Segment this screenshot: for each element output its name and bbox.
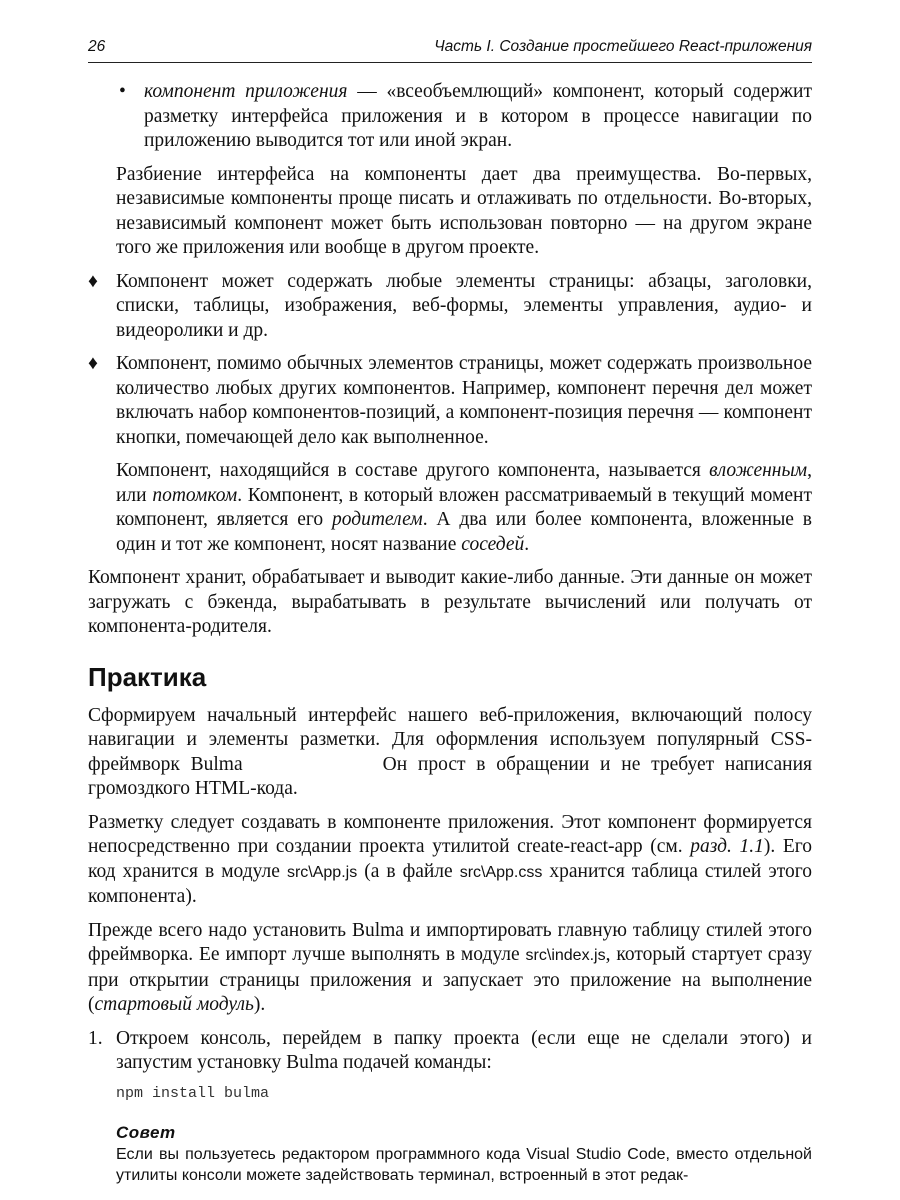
text-run: . А два или более компонента, вложенные в один и тот же компонент, носят название bbox=[116, 509, 813, 555]
paragraph bbox=[88, 811, 812, 910]
code-line: npm install bulma bbox=[116, 1084, 270, 1102]
file-name: src\index.js bbox=[525, 947, 606, 964]
paragraph-nested bbox=[88, 459, 812, 557]
diamond-marker: ♦ bbox=[88, 270, 98, 292]
text-run: Прежде всего надо установить Bulma и импортировать главную таблицу стилей этого фреймворка. Ее импорт лучше выполнять в модуле bbox=[88, 919, 812, 965]
text-run: Разметку следует создавать в компоненте приложения. Этот компонент формируется непосредственно при создании проекта утилитой create-react-app (см. bbox=[88, 811, 812, 857]
diamond-marker: ♦ bbox=[88, 353, 98, 374]
term: компонент приложения bbox=[144, 81, 348, 102]
term: потомком bbox=[152, 484, 238, 506]
term: стартовый модуль bbox=[94, 994, 254, 1015]
running-header bbox=[88, 36, 812, 63]
bullet-item bbox=[88, 80, 812, 154]
text-run: (а в файле bbox=[357, 860, 460, 882]
term: родителем bbox=[331, 509, 423, 530]
paragraph: Разбиение интерфейса на компоненты дает два преимущества. Во-первых, независимые компоненты проще писать и отлаживать по отдельности. Во-вторых, независимый компонент может быть использован повторно — на другом экране того же приложения или вообще в другом проекте. bbox=[116, 163, 812, 258]
text-run: , или bbox=[116, 460, 812, 506]
cross-reference: разд. 1.1 bbox=[690, 836, 764, 857]
definition: — «всеобъемлющий» компонент, который содержит разметку интерфейса приложения и в котором в процессе навигации по приложению выводится тот или иной экран. bbox=[144, 81, 812, 151]
diamond-text: Компонент может содержать любые элементы страницы: абзацы, заголовки, списки, таблицы, изображения, веб-формы, элементы управления, аудио- и видеоролики и др. bbox=[116, 270, 812, 341]
text-run: , который стартует сразу при открытии страницы приложения и запускает это приложение на выполнение ( bbox=[88, 944, 812, 1015]
diamond-item bbox=[88, 270, 812, 344]
paragraph: Компонент хранит, обрабатывает и выводит какие-либо данные. Эти данные он может загружать с бэкенда, вырабатывать в результате вычислений или получать от компонента-родителя. bbox=[88, 567, 812, 637]
text-run: ). bbox=[253, 994, 266, 1015]
paragraph bbox=[88, 704, 812, 802]
text-run: ). Его код хранится в модуле bbox=[88, 836, 812, 882]
text-run: Он прост в обращении и не требует написания громоздкого HTML-кода. bbox=[88, 753, 812, 799]
text-run: хранится таблица стилей этого компонента). bbox=[88, 860, 812, 907]
text-run: . Компонент, в который вложен рассматриваемый в текущий момент компонент, является его bbox=[116, 484, 812, 530]
term: соседей bbox=[461, 533, 525, 555]
step-text: Откроем консоль, перейдем в папку проекта (если еще не сделали этого) и запустим установку Bulma подачей команды: bbox=[116, 1027, 812, 1073]
numbered-step bbox=[88, 1027, 812, 1076]
term: вложенным bbox=[709, 460, 808, 481]
chapter-title: Часть I. Создание простейшего React-приложения bbox=[434, 38, 812, 55]
file-name: src\App.css bbox=[459, 863, 543, 881]
text-run: . bbox=[524, 533, 530, 555]
text-run: Компонент, находящийся в составе другого компонента, называется bbox=[116, 460, 710, 481]
paragraph bbox=[88, 919, 812, 1018]
diamond-text: Компонент, помимо обычных элементов страницы, может содержать произвольное количество любых других компонентов. Например, компонент перечня дел может включать набор компонентов-позиций, а компонент-позиция перечня — компонент кнопки, помечающей дело как выполненное. bbox=[116, 353, 812, 448]
bullet-marker: • bbox=[119, 81, 126, 102]
file-name: src\App.js bbox=[286, 863, 358, 881]
tip-text: Если вы пользуетесь редактором программного кода Visual Studio Code, вместо отдельной утилиты консоли можете задействовать терминал, встроенный в этот редак- bbox=[116, 1145, 812, 1184]
section-heading: Практика bbox=[88, 661, 207, 692]
page-body bbox=[88, 80, 812, 1186]
page-number: 26 bbox=[88, 38, 106, 55]
tip-title: Совет bbox=[116, 1122, 176, 1142]
step-number: 1. bbox=[88, 1027, 103, 1049]
text-run: Сформируем начальный интерфейс нашего веб-приложения, включающий полосу навигации и элементы разметки. Для оформления используем популярный CSS-фреймворк Bulma bbox=[88, 704, 812, 775]
diamond-item bbox=[88, 352, 812, 450]
bullet-text bbox=[116, 80, 812, 154]
